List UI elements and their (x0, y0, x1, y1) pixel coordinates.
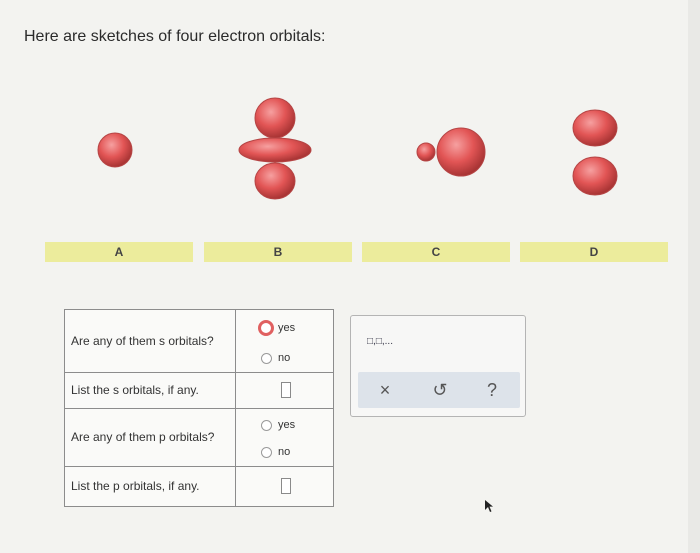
header-text: Here are sketches of four electron orbitals: (24, 28, 326, 45)
orbital-a-icon (98, 133, 132, 167)
question-s-options (237, 310, 333, 372)
orbitals-drawing (0, 90, 688, 210)
undo-icon[interactable]: ↺ (432, 380, 448, 400)
question-p-options (237, 408, 333, 466)
question-row-s-list (65, 372, 333, 409)
label-bar-b (204, 242, 352, 262)
tool-actions-bar (358, 372, 520, 408)
s-list-cell (237, 372, 333, 408)
p-no-radio[interactable] (261, 447, 272, 458)
question-s-label: Are any of them s orbitals? (65, 310, 236, 372)
s-orbitals-input[interactable] (281, 382, 291, 398)
s-yes-label: yes (278, 322, 296, 334)
p-yes-option[interactable] (261, 419, 295, 431)
question-row-s (65, 310, 333, 373)
label-c: C (431, 245, 441, 259)
label-bar-a (45, 242, 193, 262)
p-no-option[interactable] (261, 446, 290, 458)
p-list-cell (237, 466, 333, 506)
s-yes-option[interactable] (261, 320, 295, 336)
label-bar-d (520, 242, 668, 262)
p-list-label: List the p orbitals, if any. (65, 466, 236, 506)
s-no-label: no (278, 352, 291, 364)
clear-icon[interactable]: × (379, 380, 391, 400)
list-symbol-label: □,□,... (367, 336, 393, 347)
p-yes-radio[interactable] (261, 420, 272, 431)
question-row-p (65, 408, 333, 467)
s-no-option[interactable] (261, 352, 290, 364)
answer-tool-panel (350, 315, 526, 417)
label-bar-c (362, 242, 510, 262)
s-list-label: List the s orbitals, if any. (65, 372, 236, 408)
s-no-radio[interactable] (261, 353, 272, 364)
orbital-b-icon (239, 98, 311, 199)
p-no-label: no (278, 446, 291, 458)
label-a: A (114, 245, 124, 259)
p-yes-label: yes (278, 419, 296, 431)
orbital-c-icon (417, 128, 485, 176)
label-b: B (273, 245, 283, 259)
help-icon[interactable]: ? (486, 380, 497, 400)
questions-table (64, 309, 334, 507)
s-yes-radio[interactable] (258, 320, 274, 336)
question-p-label: Are any of them p orbitals? (65, 408, 236, 466)
mouse-cursor-icon (484, 499, 494, 513)
label-d: D (589, 245, 599, 259)
orbital-d-icon (573, 110, 617, 195)
list-symbol-button[interactable] (367, 336, 393, 347)
question-row-p-list (65, 466, 333, 506)
p-orbitals-input[interactable] (281, 478, 291, 494)
